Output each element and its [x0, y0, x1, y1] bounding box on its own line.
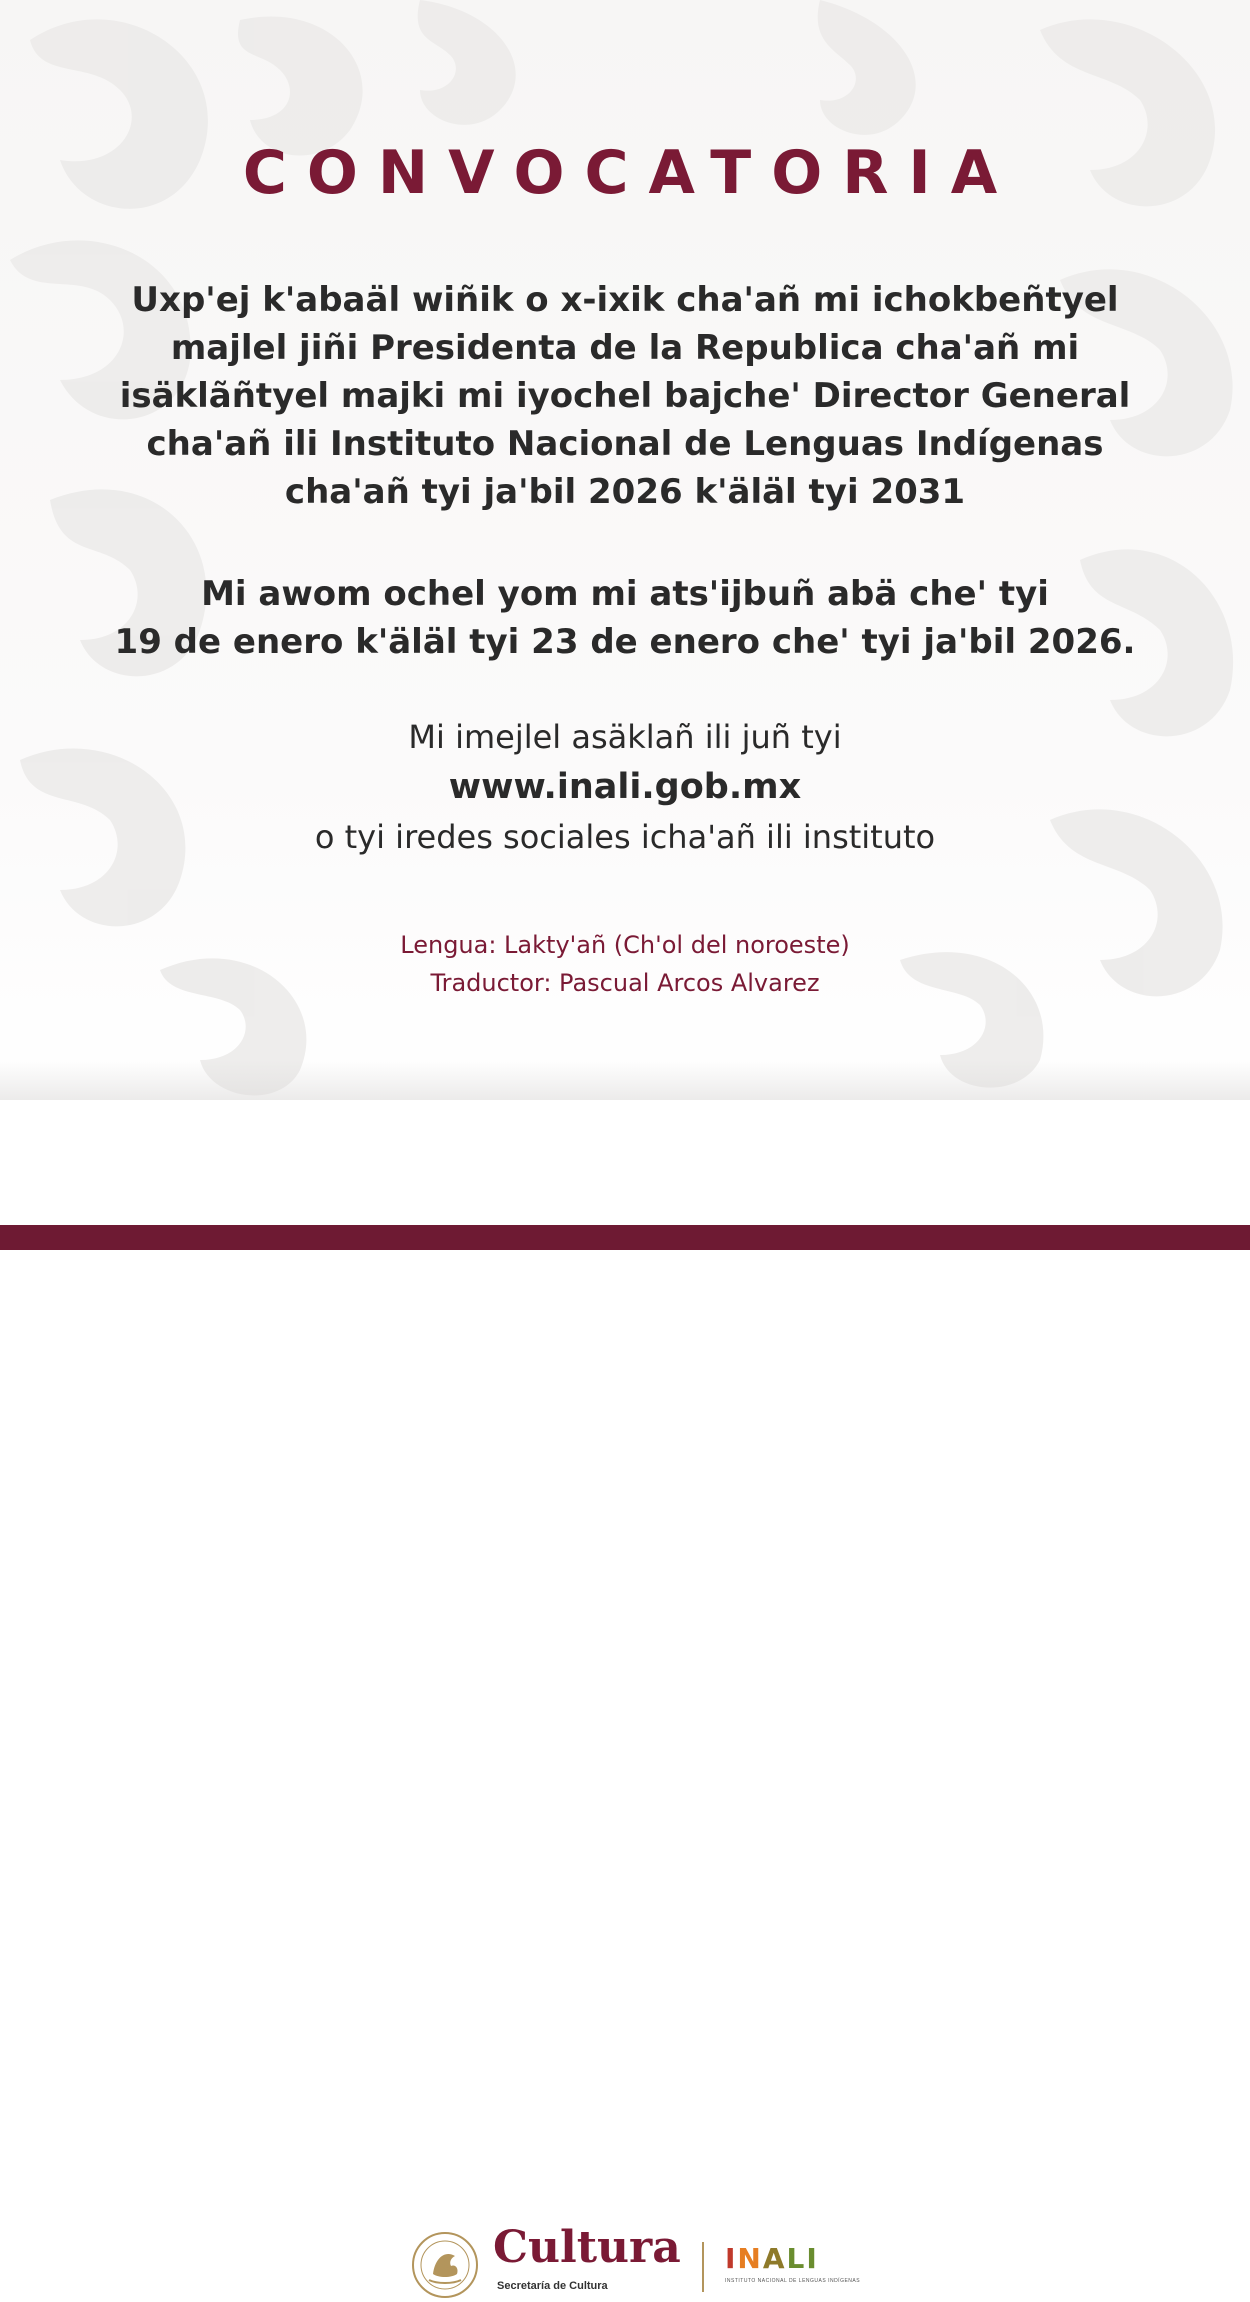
- inali-logo: [725, 2242, 819, 2275]
- intro-line: majlel jiñi Presidenta de la Republica cha'añ mi: [170, 328, 1080, 368]
- cultura-subtitle: Secretaría de Cultura: [497, 2280, 608, 2292]
- inali-letter: I: [725, 2242, 738, 2275]
- inali-letter: L: [786, 2242, 807, 2275]
- consult-line: o tyi iredes sociales icha'añ ili instituto: [314, 818, 936, 856]
- logo-divider: [702, 2242, 704, 2292]
- intro-line: Uxp'ej k'abaäl wiñik o x-ixik cha'añ mi ichokbeñtyel: [131, 280, 1119, 320]
- coat-of-arms-seal: [405, 2228, 485, 2298]
- consult-line: Mi imejlel asäklañ ili juñ tyi: [408, 718, 842, 756]
- credits: [75, 926, 1175, 1002]
- intro-line: cha'añ tyi ja'bil 2026 k'äläl tyi 2031: [284, 472, 966, 512]
- footer-shadow: [0, 1060, 1250, 1100]
- eagle-seal-icon: [405, 2228, 485, 2298]
- dates-line: Mi awom ochel yom mi ats'ijbuñ abä che' tyi: [201, 574, 1049, 614]
- translator-credit: Traductor: Pascual Arcos Alvarez: [430, 969, 820, 997]
- registration-dates: [75, 570, 1175, 666]
- language-credit: Lengua: Lakty'añ (Ch'ol del noroeste): [400, 931, 850, 959]
- footer: [0, 1100, 1250, 2292]
- inali-letter: I: [806, 2242, 819, 2275]
- intro-line: cha'añ ili Instituto Nacional de Lenguas Indígenas: [146, 424, 1104, 464]
- inali-letter: A: [762, 2242, 787, 2275]
- inali-letter: N: [737, 2242, 763, 2275]
- website-link[interactable]: www.inali.gob.mx: [448, 767, 802, 807]
- page-title: CONVOCATORIA: [242, 138, 1018, 208]
- cultura-logo-text: Cultura: [493, 2222, 681, 2273]
- footer-logos: [405, 2222, 861, 2298]
- intro-line: isäklãñtyel majki mi iyochel bajche' Director General: [119, 376, 1131, 416]
- dates-line: 19 de enero k'äläl tyi 23 de enero che' tyi ja'bil 2026.: [114, 622, 1136, 662]
- inali-subtitle: INSTITUTO NACIONAL DE LENGUAS INDÍGENAS: [725, 2278, 861, 2284]
- intro-text: [75, 276, 1175, 516]
- consult-info: [75, 712, 1175, 862]
- bottom-bar: [0, 1225, 1250, 1250]
